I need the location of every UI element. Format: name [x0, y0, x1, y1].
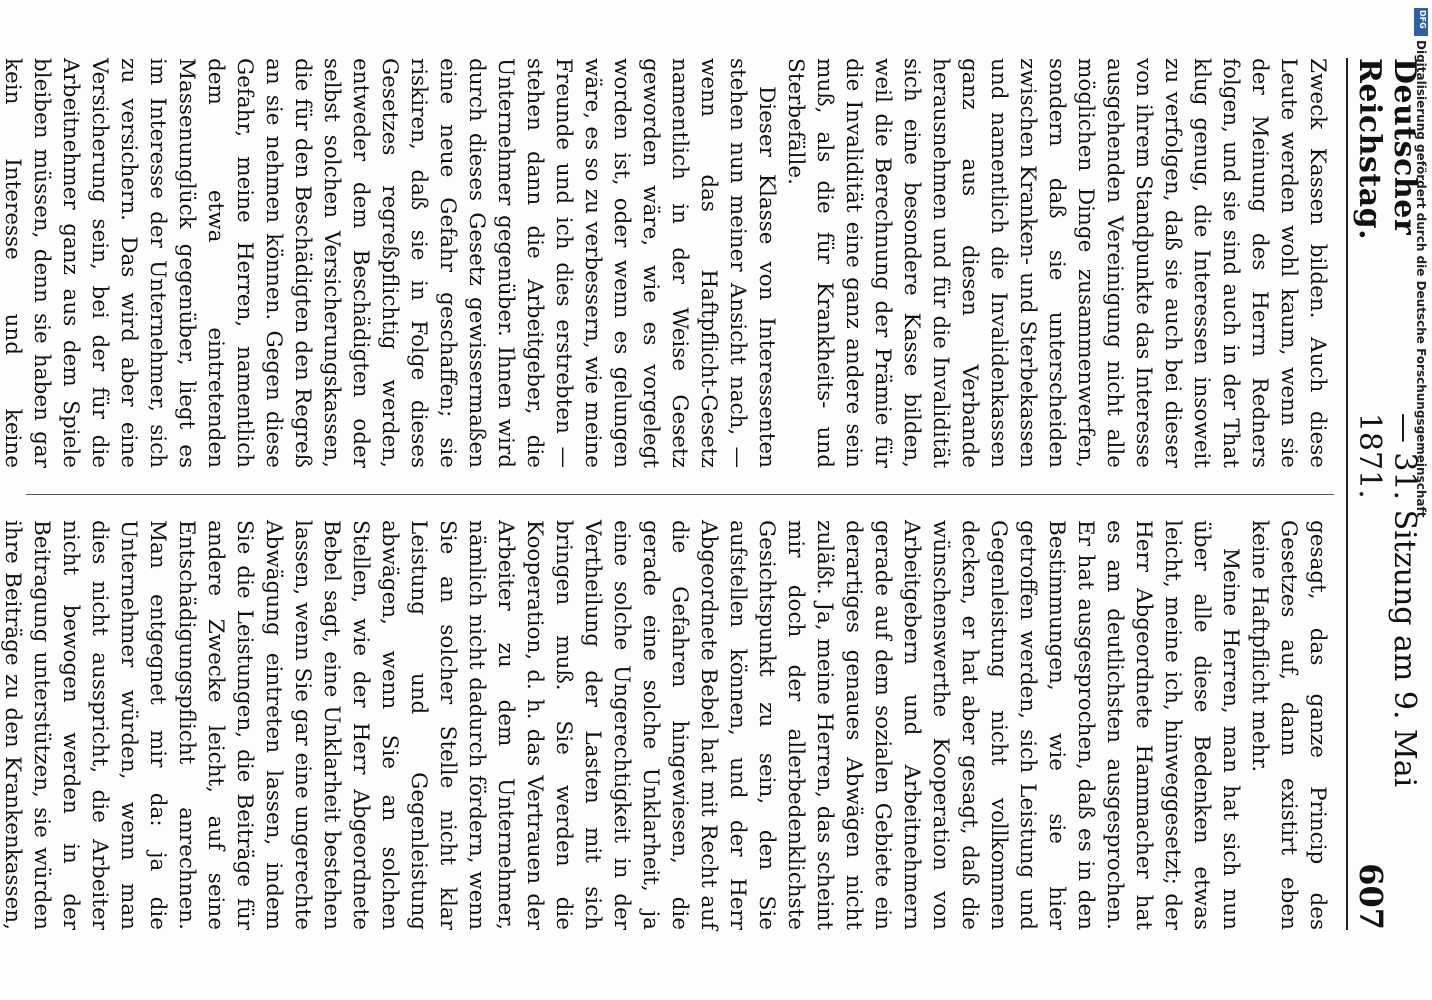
text-paragraph — [0, 58, 781, 468]
column-divider — [26, 494, 1334, 495]
text-paragraph — [1245, 520, 1332, 930]
left-column — [0, 58, 1332, 468]
dfg-logo-text: DFG — [1418, 10, 1427, 29]
text-paragraph — [0, 520, 1245, 930]
right-column — [0, 520, 1332, 930]
dfg-logo — [1414, 8, 1428, 36]
digitization-note — [1410, 40, 1428, 960]
page-number: 607 — [1352, 863, 1390, 930]
publication-title: Deutscher Reichstag. — [1352, 58, 1422, 241]
paragraph-text: gesagt, das ganze Princip des Gesetzes auf, dann existirt eben keine Haftpflicht mehr. — [1247, 520, 1330, 930]
text-paragraph — [781, 58, 1332, 468]
paragraph-text: Dieser Klasse von Interessenten stehen nun meiner Ansicht nach, — wenn das Haftpflicht-Gesetz namentlich in der Weise Gesetz geworden wäre, wie es vorgelegt worden ist, oder wenn es gelungen wäre, es so zu verbessern, wie meine Freunde und ich dies erstrebten — stehen dann die Arbeitgeber, die Unternehmer gegenüber. Ihnen wird durch dieses Gesetz gewissermaßen eine neue Gefahr geschaffen; sie riskiren, daß sie in Folge dieses Gesetzes regreßpflichtig werden, entweder dem Beschädigten oder selbst solchen Versicherungskassen, die für den Beschädigten den Regreß an sie nehmen können. Gegen diese Gefahr, meine Herren, namentlich dem etwa eintretenden Massenunglück gegenüber, liegt es im Interesse der Unternehmer, sich zu versichern. Das wird aber eine Versicherung sein, bei der für die Arbeitnehmer ganz aus dem Spiele bleiben müssen, denn sie haben gar kein Interesse und keine — [0, 58, 779, 468]
session-title: — 31. Sitzung am 9. Mai 1871. — [1352, 412, 1422, 788]
paragraph-text: Meine Herren, man hat sich nun über alle diese Bedenken etwas leicht, meine ich, hinweggesetzt; der Herr Abgeordnete Hammacher hat es am deutlichsten ausgesprochen. Er hat ausgesprochen, daß es in den Bestimmungen, wie sie hier getroffen werden, sich Leistung und Gegenleistung nicht vollkommen decken, er hat aber gesagt, daß die wünschenswerthe Kooperation von Arbeitgebern und Arbeitnehmern gerade auf dem sozialen Gebiete ein derartiges genaues Abwägen nicht zuläßt. Ja, meine Herren, das scheint mir doch der allerbedenklichste Gesichtspunkt zu sein, den Sie aufstellen können, und der Herr Abgeordnete Bebel hat mit Recht auf die Gefahren hingewiesen, die gerade eine solche Unklarheit, ja eine solche Ungerechtigkeit in der Vertheilung der Lasten mit sich bringen muß. Sie werden die Kooperation, d. h. das Vertrauen der Arbeiter zu dem Unternehmer, nämlich nicht dadurch fördern, wenn Sie an solcher Stelle nicht klar Leistung und Gegenleistung abwägen, wenn Sie an solchen Stellen, wie der Herr Abgeordnete Bebel sagt, eine Unklarheit bestehen lassen, wenn Sie gar eine ungerechte Abwägung eintreten lassen, indem Sie die Leistungen, die Beiträge für andere Zwecke leicht, auf seine Entschädigungspflicht anrechnen. Man entgegnet mir da: ja die Unternehmer würden, wenn man dies nicht ausspricht, die Arbeiter nicht bewogen werden in der Beitragung unterstützen, sie würden ihre Beiträge zu den Krankenkassen, — [0, 520, 1243, 930]
paragraph-text: Zweck Kassen bilden. Auch diese Leute werden wohl kaum, wenn sie der Meinung des Herrn Redners folgen, und sie sind auch in der That klug genug, die Interessen insoweit zu verfolgen, daß sie auch bei dieser von ihrem Standpunkte das Interesse ausgehenden Vereinigung nicht alle möglichen Dinge zusammenwerfen, sondern daß sie unterscheiden zwischen Kranken- und Sterbekassen und namentlich die Invalidenkassen ganz aus diesen Verbande herausnehmen und für die Invalidität sich eine besondere Kasse bilden, weil die Berechnung der Prämie für die Invalidität eine ganz andere sein muß, als die für Krankheits- und Sterbefälle. — [783, 58, 1330, 468]
digitization-note-text: Digitalisierung gefördert durch die Deutsche Forschungsgemeinschaft — [1414, 40, 1428, 518]
